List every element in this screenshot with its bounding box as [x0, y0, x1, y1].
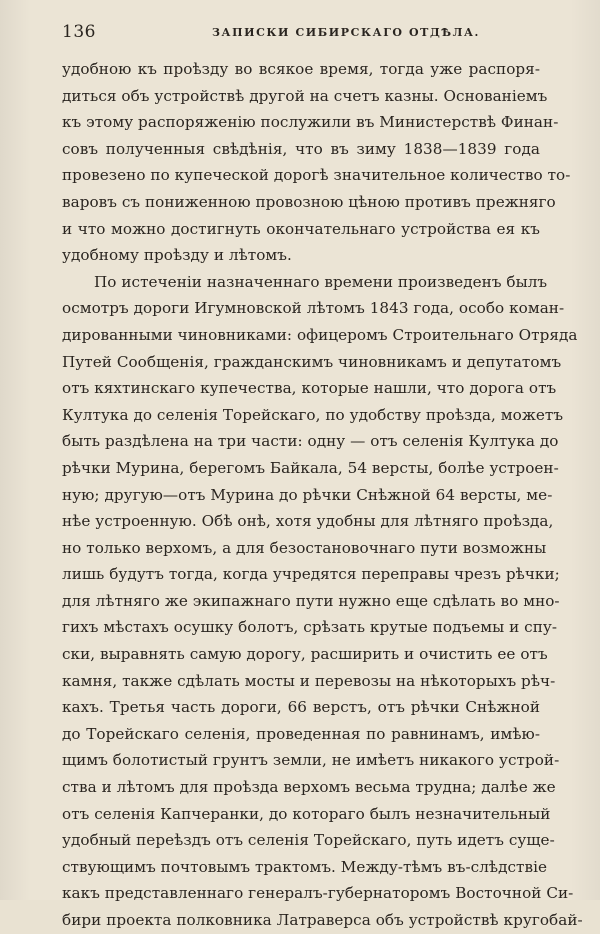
text-line: осмотръ дороги Игумновской лѣтомъ 1843 года, особо коман- [62, 299, 565, 318]
text-line: лишь будутъ тогда, когда учредятся переправы чрезъ рѣчки; [62, 565, 560, 584]
text-line: дированными чиновниками: офицеромъ Строительнаго Отряда [62, 325, 578, 344]
text-line: Култука до селенія Торейскаго, по удобству проѣзда, можетъ [62, 405, 564, 424]
text-line: гихъ мѣстахъ осушку болотъ, срѣзать крутые подъемы и спу- [62, 618, 558, 637]
running-head [62, 22, 540, 44]
text-line: Путей Сообщенія, гражданскимъ чиновникамъ и депутатомъ [62, 352, 562, 371]
text-line: отъ селенія Капчеранки, до котораго былъ незначительный [62, 804, 551, 823]
text-line: для лѣтняго же экипажнаго пути нужно еще сдѣлать во мно- [62, 591, 560, 610]
text-line: варовъ съ пониженною провозною цѣною противъ прежняго [62, 192, 556, 211]
text-line: удобный переѣздъ отъ селенія Торейскаго, путь идетъ суще- [62, 831, 555, 850]
running-head-title: ЗАПИСКИ СИБИРСКАГО ОТДѢЛА. [212, 26, 480, 39]
text-line: ски, выравнять самую дорогу, расширить и очистить ее отъ [62, 645, 548, 664]
page-number: 136 [62, 22, 96, 42]
text-line: щимъ болотистый грунтъ земли, не имѣетъ никакого устрой- [62, 751, 560, 770]
text-line: но только верхомъ, а для безостановочнаго пути возможны [62, 538, 547, 557]
paragraph-end-line: удобному проѣзду и лѣтомъ. [62, 246, 292, 265]
text-line: быть раздѣлена на три части: одну — отъ селенія Култука до [62, 432, 559, 451]
text-line: удобною къ проѣзду во всякое время, тогда уже распоря- [62, 60, 540, 78]
paragraph-start-line: По истеченіи назначеннаго времени произведенъ былъ [94, 272, 548, 291]
text-line: до Торейскаго селенія, проведенная по равнинамъ, имѣю- [62, 724, 540, 743]
text-line: кахъ. Третья часть дороги, 66 верстъ, отъ рѣчки Снѣжной [62, 698, 540, 717]
text-line: нѣе устроенную. Обѣ онѣ, хотя удобны для лѣтняго проѣзда, [62, 512, 554, 531]
text-line: диться объ устройствѣ другой на счетъ казны. Основаніемъ [62, 86, 548, 105]
text-line: бири проекта полковника Латраверса объ устройствѣ кругобай- [62, 911, 583, 929]
text-line: камня, также сдѣлать мосты и перевозы на нѣкоторыхъ рѣч- [62, 671, 556, 690]
body-text [62, 56, 583, 934]
text-line: къ этому распоряженію послужили въ Министерствѣ Финан- [62, 113, 559, 132]
text-line: ствующимъ почтовымъ трактомъ. Между-тѣмъ въ-слѣдствіе [62, 857, 548, 876]
text-line: и что можно достигнуть окончательнаго устройства ея къ [62, 219, 540, 238]
text-line: рѣчки Мурина, берегомъ Байкала, 54 версты, болѣе устроен- [62, 458, 559, 477]
text-line: отъ кяхтинскаго купечества, которые нашли, что дорога отъ [62, 379, 557, 398]
text-line: провезено по купеческой дорогѣ значительное количество то- [62, 166, 571, 185]
text-line: ства и лѣтомъ для проѣзда верхомъ весьма трудна; далѣе же [62, 778, 556, 797]
text-line: ную; другую—отъ Мурина до рѣчки Снѣжной 64 версты, ме- [62, 485, 553, 504]
text-line: совъ полученныя свѣдѣнія, что въ зиму 1838—1839 года [62, 139, 540, 158]
text-line: какъ представленнаго генералъ-губернаторомъ Восточной Си- [62, 884, 574, 903]
